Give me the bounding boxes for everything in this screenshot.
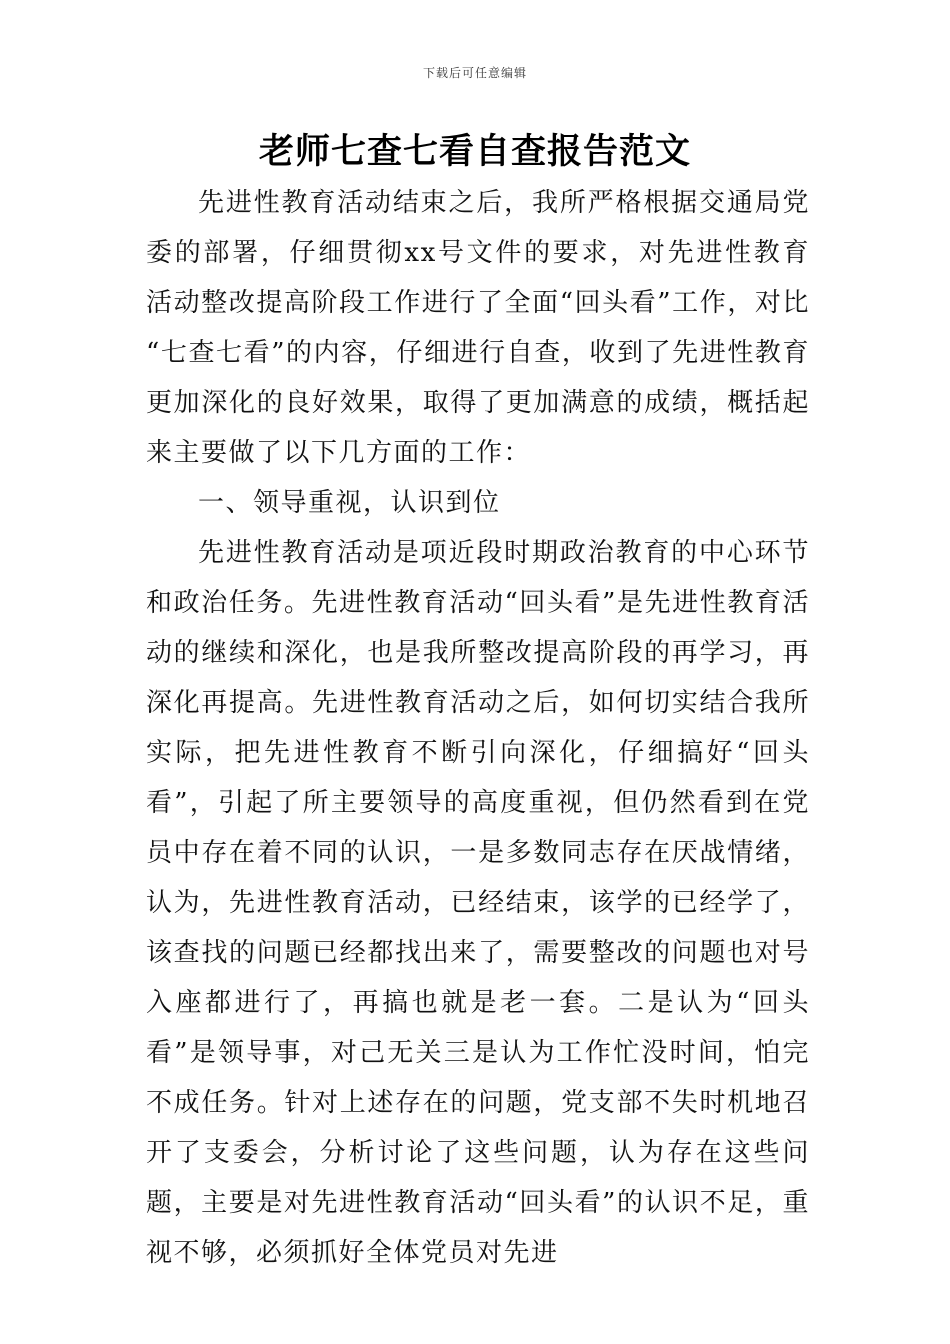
document-title: 老师七查七看自查报告范文 — [258, 132, 691, 172]
intro-paragraph: 先进性教育活动结束之后，我所严格根据交通局党委的部署，仔细贯彻xx号文件的要求，对先进性教育活动整改提高阶段工作进行了全面“回头看”工作，对比 “七查七看”的内容，仔细进行自查，收到了先进性教育更加深化的良好效果，取得了更加满意的成绩，概括起来主要做了以下几方面的工作： — [146, 188, 810, 468]
document-body — [146, 178, 810, 1278]
section-paragraph: 先进性教育活动是项近段时期政治教育的中心环节和政治任务。先进性教育活动“回头看”是先进性教育活动的继续和深化，也是我所整改提高阶段的再学习，再深化再提高。先进性教育活动之后，如何切实结合我所实际，把先进性教育不断引向深化，仔细搞好“回头看”，引起了所主要领导的高度重视，但仍然看到在党员中存在着不同的认识，一是多数同志存在厌战情绪，认为，先进性教育活动，已经结束，该学的已经学了，该查找的问题已经都找出来了，需要整改的问题也对号入座都进行了，再搞也就是老一套。二是认为“回头看”是领导事，对己无关三是认为工作忙没时间，怕完不成任务。针对上述存在的问题，党支部不失时机地召开了支委会，分析讨论了这些问题，认为存在这些问题，主要是对先进性教育活动“回头看”的认识不足，重视不够，必须抓好全体党员对先进 — [146, 538, 810, 1268]
section-heading: 一、领导重视，认识到位 — [198, 488, 501, 518]
header-note: 下载后可任意编辑 — [422, 66, 527, 80]
